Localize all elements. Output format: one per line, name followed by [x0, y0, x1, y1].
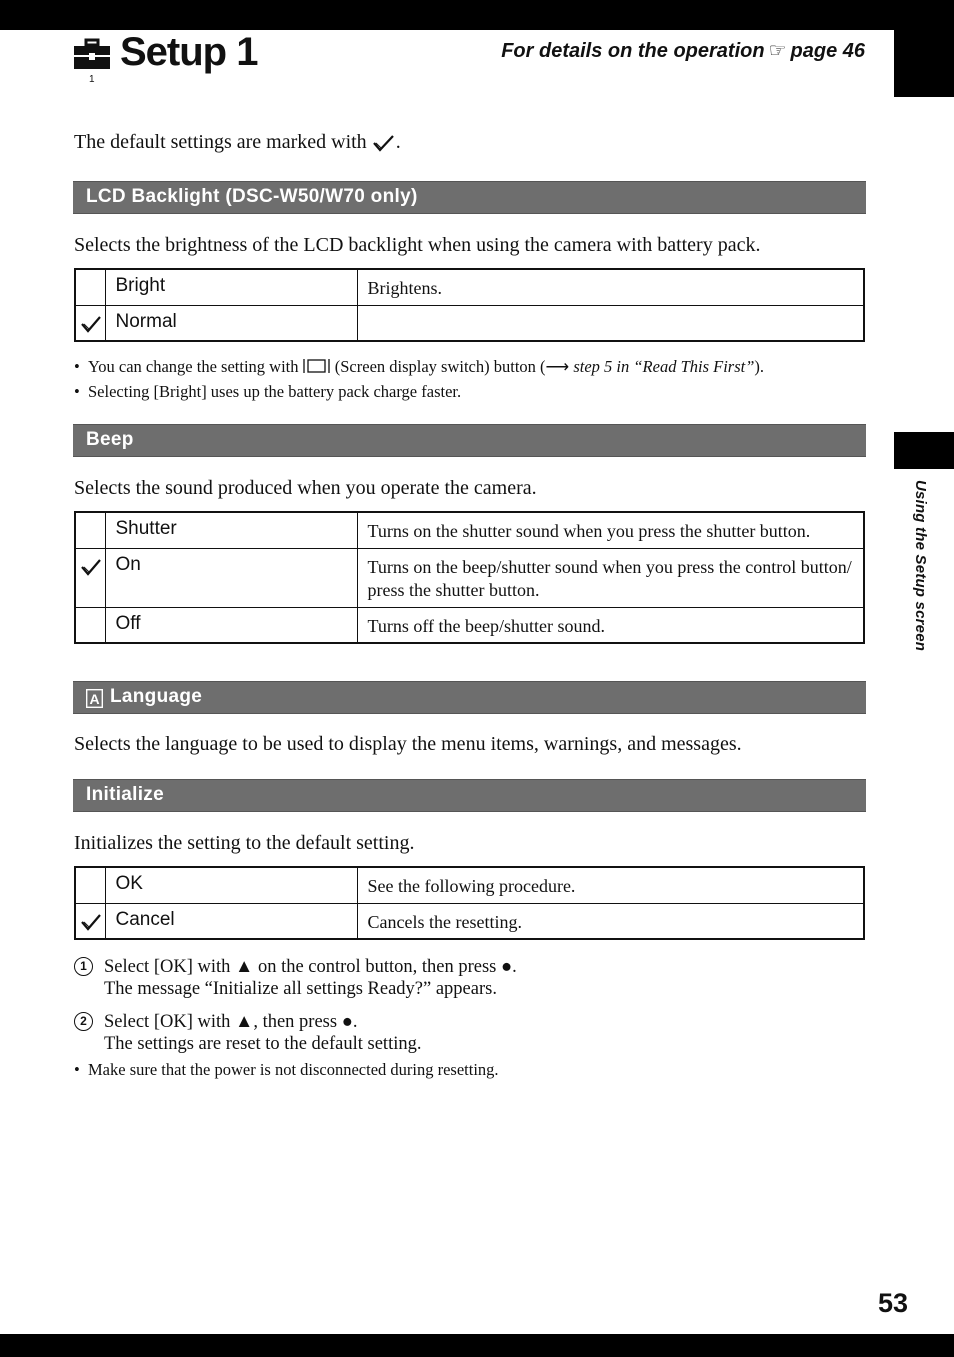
option-description: Turns on the beep/shutter sound when you press the control button/ press the shutter button.: [357, 548, 864, 607]
section-header-language: [73, 681, 866, 714]
option-description: Cancels the resetting.: [357, 903, 864, 939]
section-title: Language: [110, 686, 203, 707]
lcd-note-1: • You can change the setting with (Screen display switch) button (⟶ step 5 in “Read This First”).: [74, 357, 765, 376]
default-mark-cell: [75, 607, 105, 643]
step-instruction: Select [OK] with ▲ on the control button, then press ●.: [104, 957, 517, 977]
section-title: Initialize: [86, 784, 164, 805]
option-description: [357, 305, 864, 341]
beep-description: Selects the sound produced when you operate the camera.: [74, 477, 537, 499]
thumb-tab-top: [894, 30, 954, 97]
option-name: Cancel: [105, 903, 357, 939]
initialize-description: Initializes the setting to the default setting.: [74, 832, 415, 854]
intro-text: [74, 131, 401, 154]
section-header-beep: [73, 424, 866, 457]
table-row: [75, 867, 864, 903]
screen-display-switch-icon: [303, 358, 331, 374]
intro-after: .: [395, 131, 401, 153]
option-name: Bright: [105, 269, 357, 305]
default-check-icon: [80, 913, 102, 931]
svg-text:A: A: [89, 691, 100, 707]
option-description: Turns off the beep/shutter sound.: [357, 607, 864, 643]
lcd-options-table: [74, 268, 865, 342]
section-title: Beep: [86, 429, 134, 450]
lcd-description: Selects the brightness of the LCD backlight when using the camera with battery pack.: [74, 234, 761, 256]
default-mark-cell: [75, 903, 105, 939]
pointing-hand-icon: ☞: [768, 40, 787, 62]
operation-details-reference: [501, 38, 865, 63]
section-header-initialize: [73, 779, 866, 812]
thumb-tab-section: [894, 432, 954, 469]
option-name: On: [105, 548, 357, 607]
procedure-step-2: [74, 1011, 421, 1055]
initialize-note: • Make sure that the power is not disconnected during resetting.: [74, 1060, 499, 1079]
section-title: LCD Backlight (DSC-W50/W70 only): [86, 186, 418, 207]
details-page-link: page 46: [790, 40, 865, 62]
table-row: [75, 305, 864, 341]
language-icon: [86, 689, 103, 708]
table-row: [75, 269, 864, 305]
default-check-icon: [372, 133, 396, 153]
step-result: The settings are reset to the default setting.: [104, 1034, 422, 1054]
lcd-note-2: • Selecting [Bright] uses up the battery pack charge faster.: [74, 382, 462, 401]
icon-subscript: 1: [89, 74, 95, 84]
option-description: Turns on the shutter sound when you press the shutter button.: [357, 512, 864, 548]
default-mark-cell: [75, 305, 105, 341]
page-title: Setup 1: [120, 30, 258, 74]
language-description: Selects the language to be used to display the menu items, warnings, and messages.: [74, 733, 742, 755]
toolbox-icon: [74, 38, 110, 84]
table-row: [75, 512, 864, 548]
details-prefix: For details on the operation: [501, 40, 765, 62]
option-name: Normal: [105, 305, 357, 341]
step-instruction: Select [OK] with ▲, then press ●.: [104, 1012, 358, 1032]
default-mark-cell: [75, 548, 105, 607]
default-mark-cell: [75, 269, 105, 305]
option-name: OK: [105, 867, 357, 903]
intro-before: The default settings are marked with: [74, 131, 367, 153]
step-number: 1: [74, 957, 93, 976]
initialize-options-table: [74, 866, 865, 940]
option-description: See the following procedure.: [357, 867, 864, 903]
option-name: Shutter: [105, 512, 357, 548]
table-row: [75, 548, 864, 607]
beep-options-table: [74, 511, 865, 644]
cross-reference: step 5 in “Read This First”: [573, 357, 755, 376]
option-description: Brightens.: [357, 269, 864, 305]
bottom-bar: [0, 1334, 954, 1357]
default-mark-cell: [75, 512, 105, 548]
default-mark-cell: [75, 867, 105, 903]
section-header-lcd-backlight: [73, 181, 866, 214]
side-section-label: Using the Setup screen: [912, 480, 929, 652]
option-name: Off: [105, 607, 357, 643]
step-result: The message “Initialize all settings Ready?” appears.: [104, 979, 497, 999]
step-number: 2: [74, 1012, 93, 1031]
default-check-icon: [80, 315, 102, 333]
top-bar: [0, 0, 954, 30]
page-number: 53: [878, 1288, 909, 1318]
table-row: [75, 903, 864, 939]
default-check-icon: [80, 558, 102, 576]
arrow-right-icon: ⟶: [545, 357, 574, 376]
procedure-step-1: [74, 956, 517, 1000]
table-row: [75, 607, 864, 643]
